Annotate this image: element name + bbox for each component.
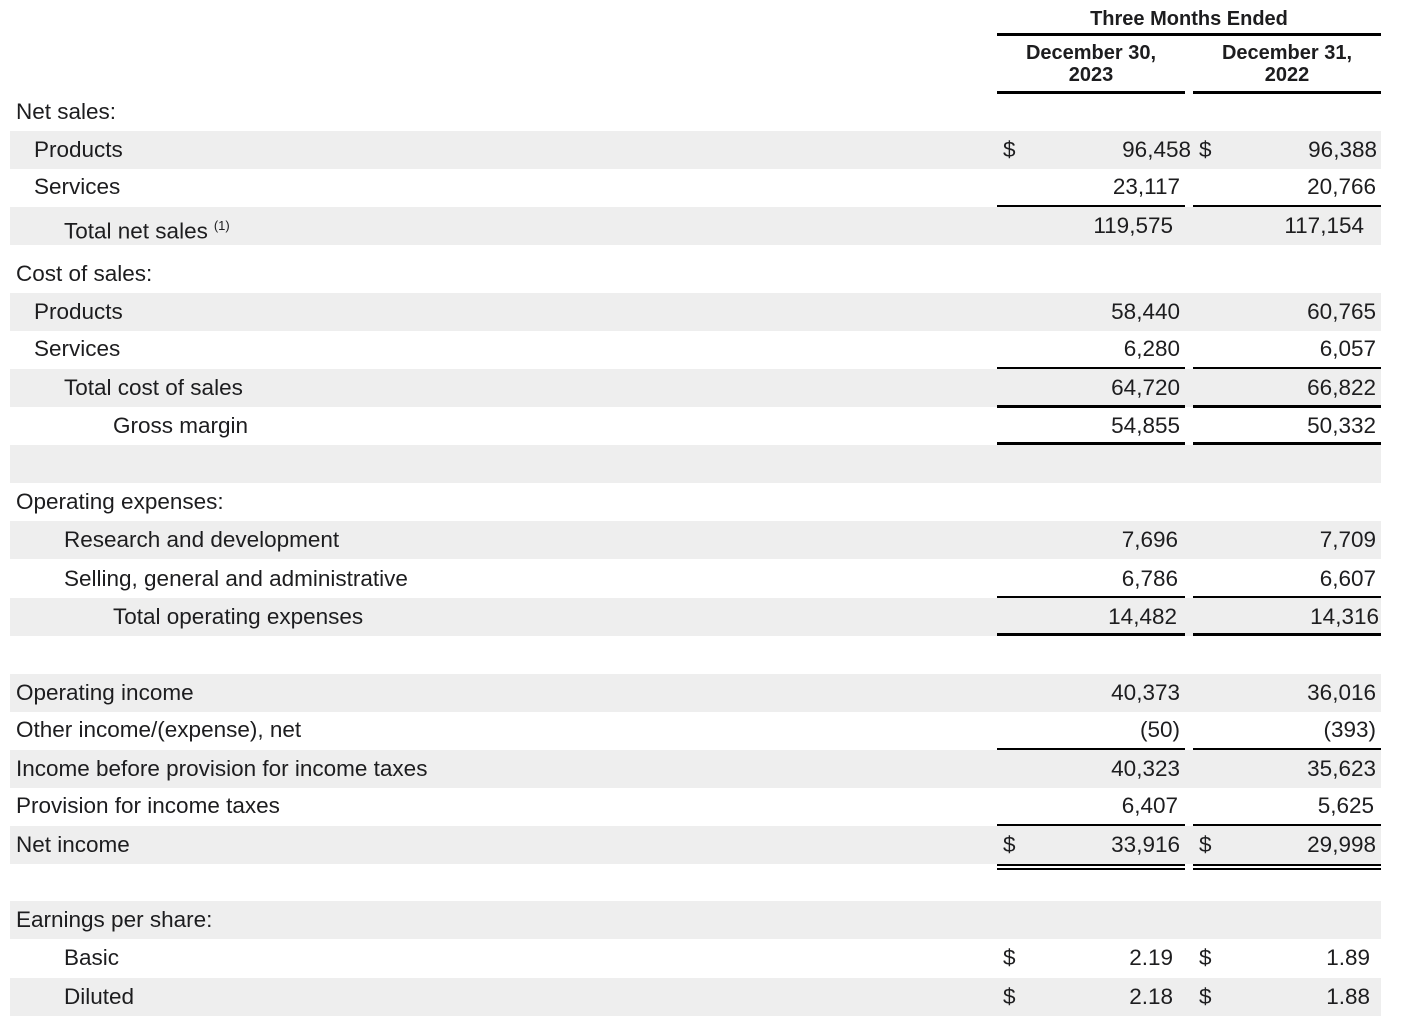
currency-symbol: $	[1003, 137, 1016, 162]
value-2022: 1.88	[1326, 984, 1370, 1009]
row-label: Services	[34, 174, 121, 199]
value-2022: 36,016	[1307, 680, 1376, 705]
table-row-eps-diluted	[10, 978, 1381, 1016]
currency-symbol: $	[1199, 945, 1212, 970]
value-2022: 1.89	[1326, 945, 1370, 970]
row-label: Gross margin	[113, 413, 249, 438]
value-2022: 60,765	[1307, 299, 1376, 324]
value-2022: 35,623	[1307, 756, 1376, 781]
value-2022: 6,607	[1319, 566, 1376, 591]
row-label: Products	[34, 299, 123, 324]
table-row-cost-products	[10, 293, 1381, 331]
table-row-research-development	[10, 521, 1381, 559]
value-2023: 54,855	[1111, 413, 1180, 438]
section-label: Cost of sales:	[16, 261, 153, 286]
double-total-rule	[997, 864, 1185, 870]
value-2022: 20,766	[1307, 174, 1376, 199]
table-row-sga	[10, 560, 1381, 598]
table-row-eps-basic	[10, 939, 1381, 977]
column-header-2022: December 31, 2022	[1221, 42, 1353, 86]
section-cost-of-sales	[10, 255, 1381, 293]
table-row-provision-income-taxes	[10, 787, 1381, 825]
row-label: Operating income	[16, 680, 194, 705]
currency-symbol: $	[1199, 137, 1212, 162]
table-row-total-net-sales	[10, 207, 1381, 245]
value-2022: 14,316	[1310, 604, 1379, 629]
value-2023: (50)	[1139, 717, 1180, 742]
value-2022: 66,822	[1307, 375, 1376, 400]
section-label: Net sales:	[16, 99, 117, 124]
table-row-gross-margin	[10, 407, 1381, 445]
value-2022: 96,388	[1308, 137, 1377, 162]
value-2023: 119,575	[1093, 213, 1173, 238]
value-2023: 6,407	[1121, 793, 1178, 818]
value-2023: 40,373	[1111, 680, 1180, 705]
table-row-spacer	[10, 445, 1381, 483]
row-label: Total cost of sales	[64, 375, 243, 400]
currency-symbol: $	[1003, 984, 1016, 1009]
value-2023: 2.19	[1129, 945, 1173, 970]
section-operating-expenses	[10, 483, 1381, 521]
value-2023: 23,117	[1112, 174, 1180, 199]
row-label: Provision for income taxes	[16, 793, 280, 818]
row-label: Income before provision for income taxes	[16, 756, 428, 781]
total-rule	[1193, 633, 1381, 636]
row-label: Diluted	[64, 984, 135, 1009]
row-label: Research and development	[64, 527, 340, 552]
table-row-income-before-taxes	[10, 750, 1381, 788]
table-row-net-sales-products	[10, 131, 1381, 169]
value-2023: 6,786	[1121, 566, 1178, 591]
value-2023: 40,323	[1111, 756, 1180, 781]
row-label: Net income	[16, 832, 130, 857]
value-2022: 6,057	[1319, 336, 1376, 361]
row-label: Other income/(expense), net	[16, 717, 302, 742]
table-row-other-income	[10, 711, 1381, 749]
value-2022: 50,332	[1307, 413, 1376, 438]
value-2023: 2.18	[1129, 984, 1173, 1009]
section-label: Earnings per share:	[16, 907, 213, 932]
value-2023: 64,720	[1111, 375, 1180, 400]
header-rule	[997, 33, 1381, 36]
column-group-title: Three Months Ended	[1090, 8, 1288, 30]
row-label: Selling, general and administrative	[64, 566, 408, 591]
table-row-total-operating-expenses	[10, 598, 1381, 636]
currency-symbol: $	[1003, 832, 1016, 857]
currency-symbol: $	[1199, 832, 1212, 857]
currency-symbol: $	[1003, 945, 1016, 970]
value-2022: 29,998	[1307, 832, 1376, 857]
table-row-operating-income	[10, 674, 1381, 712]
column-header-2023: December 30, 2023	[1025, 42, 1157, 86]
footnote-marker: (1)	[213, 218, 230, 233]
table-row-net-sales-services	[10, 168, 1381, 206]
table-row-net-income	[10, 826, 1381, 864]
table-row-cost-services	[10, 330, 1381, 368]
row-label: Basic	[64, 945, 120, 970]
row-label: Total operating expenses	[113, 604, 364, 629]
total-rule	[997, 633, 1185, 636]
section-label: Operating expenses:	[16, 489, 224, 514]
value-2022: 117,154	[1284, 213, 1364, 238]
row-label: Total net sales $^{(1)}$	[64, 218, 230, 244]
value-2023: 58,440	[1111, 299, 1180, 324]
value-2023: 7,696	[1121, 527, 1178, 552]
double-total-rule	[1193, 864, 1381, 870]
value-2023: 33,916	[1111, 832, 1180, 857]
section-earnings-per-share	[10, 901, 1381, 939]
table-row-total-cost-of-sales	[10, 369, 1381, 407]
currency-symbol: $	[1199, 984, 1212, 1009]
section-net-sales	[10, 93, 1381, 131]
value-2022: (393)	[1323, 717, 1376, 742]
row-label: Services	[34, 336, 121, 361]
value-2023: 96,458	[1122, 137, 1191, 162]
value-2022: 7,709	[1319, 527, 1376, 552]
value-2023: 14,482	[1108, 604, 1177, 629]
value-2023: 6,280	[1123, 336, 1180, 361]
row-label: Products	[34, 137, 123, 162]
value-2022: 5,625	[1317, 793, 1374, 818]
